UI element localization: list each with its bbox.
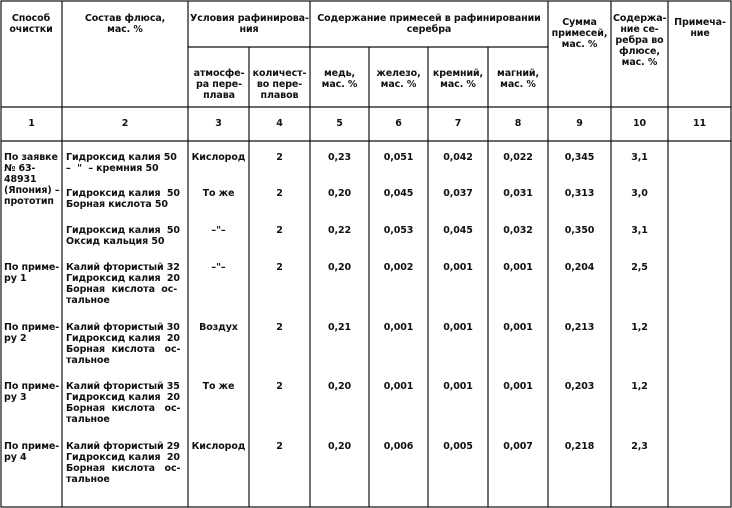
flux-composition: Калий фтористый 35 Гидроксид калия 20 Борная кислота ос- тальное xyxy=(66,381,181,425)
remelt-count-cell: 2 xyxy=(276,381,283,392)
silver-cell: 3,0 xyxy=(631,188,648,199)
header-flux: Состав флюса, мас. % xyxy=(84,13,166,35)
atmosphere-cell: Кислород xyxy=(191,152,246,163)
flux-composition: Калий фтористый 32 Гидроксид калия 20 Борная кислота ос- тальное xyxy=(66,262,180,306)
atmosphere-cell: –"– xyxy=(211,225,226,236)
atmosphere-cell: То же xyxy=(202,188,235,199)
method-label: По приме- ру 4 xyxy=(4,441,60,463)
col-number: 5 xyxy=(336,118,343,129)
silicon-cell: 0,001 xyxy=(443,322,473,333)
remelt-count-cell: 2 xyxy=(276,188,283,199)
method-label: По заявке № 63- 48931 (Япония) – прототип xyxy=(4,152,60,207)
remelt-count-cell: 2 xyxy=(276,262,283,273)
iron-cell: 0,001 xyxy=(383,381,414,392)
sum-cell: 0,313 xyxy=(564,188,595,199)
col-number: 1 xyxy=(28,118,35,129)
remelt-count-cell: 2 xyxy=(276,225,283,236)
silver-cell: 1,2 xyxy=(631,322,648,333)
magnesium-cell: 0,032 xyxy=(503,225,533,236)
silver-cell: 2,5 xyxy=(631,262,648,273)
atmosphere-cell: Воздух xyxy=(199,322,238,333)
header-sum: Сумма примесей, мас. % xyxy=(551,17,608,50)
copper-cell: 0,22 xyxy=(327,225,352,236)
silver-cell: 3,1 xyxy=(631,225,648,236)
col-number: 3 xyxy=(215,118,222,129)
col-number: 10 xyxy=(632,118,647,129)
sum-cell: 0,345 xyxy=(564,152,595,163)
remelt-count-cell: 2 xyxy=(276,322,283,333)
remelt-count-cell: 2 xyxy=(276,441,283,452)
header-conditions: Условия рафинирова- ния xyxy=(190,13,309,35)
col-number: 2 xyxy=(121,118,129,129)
header-silver: Содержа- ние се- ребра во флюсе, мас. % xyxy=(613,13,667,68)
flux-composition: Гидроксид калия 50 – " – кремния 50 xyxy=(66,152,177,174)
flux-composition: Гидроксид калия 50 Оксид кальция 50 xyxy=(66,225,180,247)
atmosphere-cell: Кислород xyxy=(191,441,246,452)
iron-cell: 0,051 xyxy=(383,152,414,163)
col-number: 4 xyxy=(276,118,283,129)
atmosphere-cell: –"– xyxy=(211,262,226,273)
header-method: Способ очистки xyxy=(9,13,53,35)
iron-cell: 0,001 xyxy=(383,322,414,333)
col-number: 8 xyxy=(514,118,522,129)
header-iron: железо, мас. % xyxy=(376,68,421,90)
silicon-cell: 0,037 xyxy=(443,188,473,199)
method-label: По приме- ру 3 xyxy=(4,381,60,403)
col-number: 6 xyxy=(395,118,402,129)
magnesium-cell: 0,031 xyxy=(503,188,533,199)
header-copper: медь, мас. % xyxy=(321,68,358,90)
header-atmosphere: атмосфе- ра пере- плава xyxy=(193,68,245,101)
col-number: 9 xyxy=(576,118,583,129)
sum-cell: 0,203 xyxy=(564,381,595,392)
copper-cell: 0,21 xyxy=(327,322,352,333)
copper-cell: 0,23 xyxy=(327,152,352,163)
col-number: 7 xyxy=(454,118,462,129)
iron-cell: 0,006 xyxy=(383,441,414,452)
header-impurities: Содержание примесей в рафинировании серебра xyxy=(317,13,541,35)
magnesium-cell: 0,001 xyxy=(503,322,533,333)
iron-cell: 0,053 xyxy=(383,225,414,236)
magnesium-cell: 0,001 xyxy=(503,262,533,273)
sum-cell: 0,218 xyxy=(564,441,595,452)
method-label: По приме- ру 2 xyxy=(4,322,60,344)
silicon-cell: 0,045 xyxy=(443,225,473,236)
sum-cell: 0,204 xyxy=(564,262,595,273)
flux-composition: Калий фтористый 30 Гидроксид калия 20 Борная кислота ос- тальное xyxy=(66,322,181,366)
flux-composition: Гидроксид калия 50 Борная кислота 50 xyxy=(66,188,180,210)
iron-cell: 0,045 xyxy=(383,188,414,199)
copper-cell: 0,20 xyxy=(327,188,352,199)
magnesium-cell: 0,022 xyxy=(503,152,533,163)
iron-cell: 0,002 xyxy=(383,262,414,273)
header-magnesium: магний, мас. % xyxy=(497,68,539,90)
silicon-cell: 0,001 xyxy=(443,381,473,392)
silver-cell: 3,1 xyxy=(631,152,648,163)
silver-cell: 2,3 xyxy=(631,441,648,452)
silicon-cell: 0,001 xyxy=(443,262,473,273)
remelt-count-cell: 2 xyxy=(276,152,283,163)
magnesium-cell: 0,001 xyxy=(503,381,533,392)
silicon-cell: 0,042 xyxy=(443,152,473,163)
silicon-cell: 0,005 xyxy=(443,441,473,452)
copper-cell: 0,20 xyxy=(327,441,352,452)
atmosphere-cell: То же xyxy=(202,381,235,392)
magnesium-cell: 0,007 xyxy=(503,441,533,452)
copper-cell: 0,20 xyxy=(327,262,352,273)
silver-cell: 1,2 xyxy=(631,381,648,392)
sum-cell: 0,350 xyxy=(564,225,595,236)
col-number: 11 xyxy=(692,118,707,129)
header-silicon: кремний, мас. % xyxy=(432,68,484,90)
header-remelt-count: количест- во пере- плавов xyxy=(252,68,307,101)
method-label: По приме- ру 1 xyxy=(4,262,60,284)
copper-cell: 0,20 xyxy=(327,381,352,392)
flux-composition: Калий фтористый 29 Гидроксид калия 20 Борная кислота ос- тальное xyxy=(66,441,181,485)
header-note: Примеча- ние xyxy=(674,17,726,39)
sum-cell: 0,213 xyxy=(564,322,595,333)
